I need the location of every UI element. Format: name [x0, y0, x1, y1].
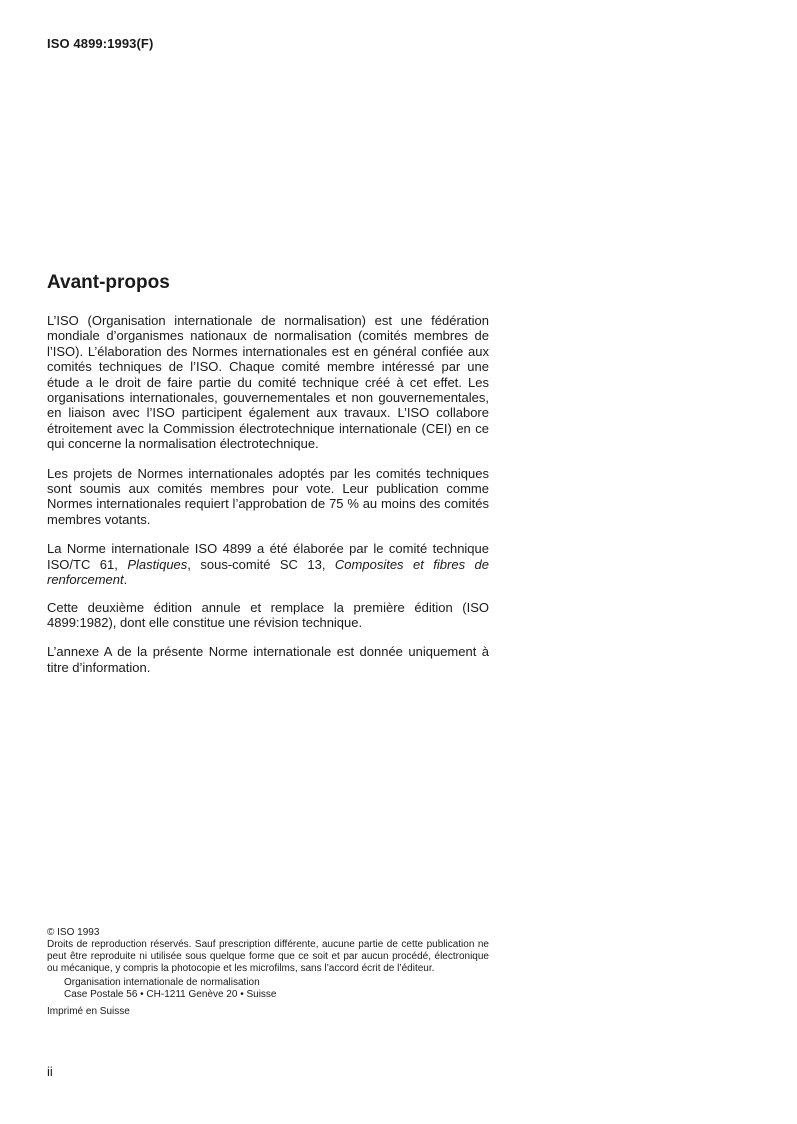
paragraph-committee [47, 541, 489, 587]
committee-text-3: . [123, 572, 128, 588]
committee-name-italic: Plastiques [127, 556, 188, 572]
paragraph-annex: L’annexe A de la présente Norme internationale est donnée uniquement à titre d’information. [47, 644, 489, 675]
copyright-notice: Droits de reproduction réservés. Sauf prescription différente, aucune partie de cette publication ne peut être reproduite ni utilisée sous quelque forme que ce soit et par aucun procédé, électronique ou mécanique, y compris la photocopie et les microfilms, sans l’accord écrit de l’éditeur. [47, 939, 489, 974]
standard-code-header: ISO 4899:1993(F) [47, 36, 154, 51]
publisher-address-1: Organisation internationale de normalisation [64, 977, 260, 988]
printed-in: Imprimé en Suisse [47, 1006, 130, 1017]
copyright-line: © ISO 1993 [47, 927, 100, 938]
foreword-body [47, 313, 489, 689]
publisher-address-2: Case Postale 56 • CH-1211 Genève 20 • Suisse [64, 989, 277, 1000]
copyright-block [47, 927, 489, 1018]
paragraph-voting: Les projets de Normes internationales adoptés par les comités techniques sont soumis aux comités membres pour vote. Leur publication comme Normes internationales requiert l’approbation de 75 % au moins des comités membres votants. [47, 465, 489, 527]
committee-text-1: La Norme internationale ISO 4899 a été élaborée par le comité technique ISO/TC 61, [47, 541, 489, 572]
section-title: Avant-propos [47, 272, 170, 293]
paragraph-iso-description: L’ISO (Organisation internationale de normalisation) est une fédération mondiale d’organismes nationaux de normalisation (comités membres de l’ISO). L’élaboration des Normes internationales est en général confiée aux comités techniques de l’ISO. Chaque comité membre intéressé par une étude a le droit de faire partie du comité technique créé à cet effet. Les organisations internationales, gouvernementales et non gouvernementales, en liaison avec l’ISO participent également aux travaux. L’ISO collabore étroitement avec la Commission électrotechnique internationale (CEI) en ce qui concerne la normalisation électrotechnique. [47, 313, 489, 452]
subcommittee-name-italic: Composites et fibres de renforcement [47, 556, 489, 588]
page-number: ii [47, 1064, 53, 1079]
paragraph-edition: Cette deuxième édition annule et remplace la première édition (ISO 4899:1982), dont elle constitue une révision technique. [47, 599, 489, 630]
committee-text-2: , sous-comité SC 13, [187, 556, 335, 572]
